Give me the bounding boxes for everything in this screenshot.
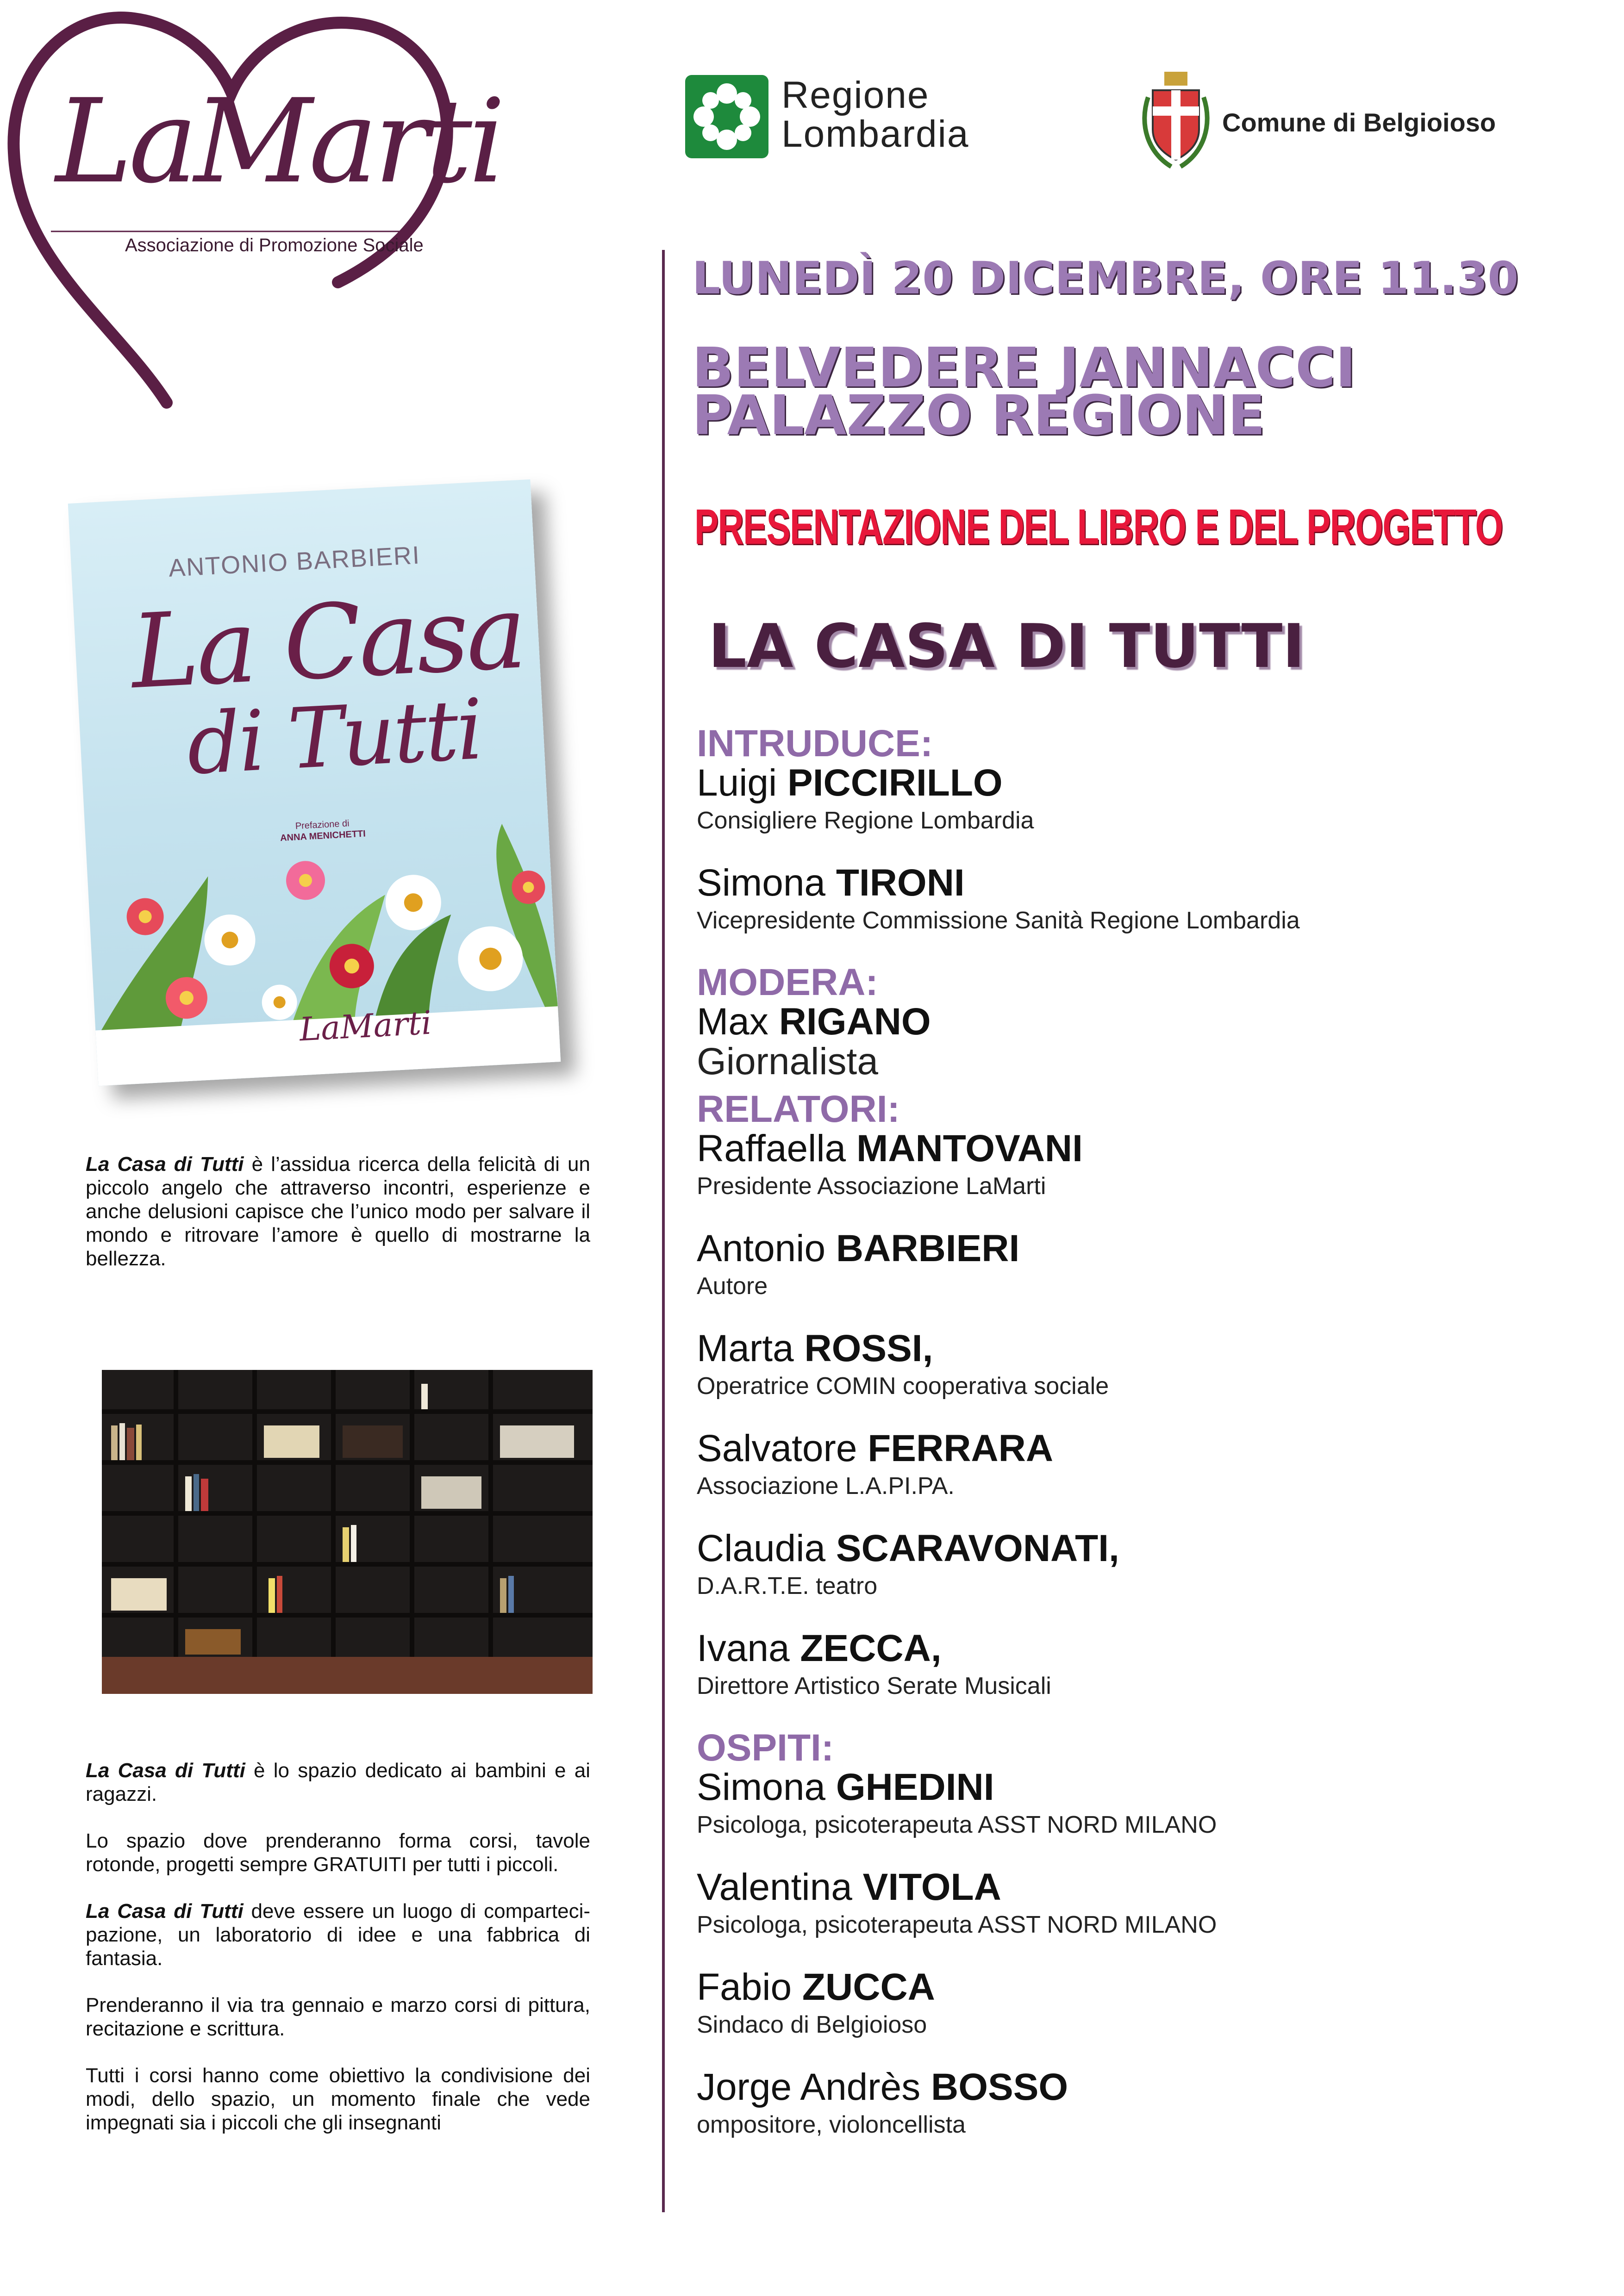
speaker bbox=[697, 1529, 1576, 1600]
speaker bbox=[697, 863, 1576, 934]
book-preface-label: Prefazione di bbox=[295, 818, 350, 832]
description-text: Lo spazio dove prenderanno forma corsi, tavole rotonde, progetti sempre GRATUITI per tutti i piccoli. bbox=[86, 1829, 590, 1876]
speaker-last-name: RIGANO bbox=[779, 1001, 931, 1043]
comune-belgioioso-text: Comune di Belgioioso bbox=[1222, 108, 1496, 137]
speaker-name bbox=[697, 1967, 1576, 2007]
event-book-title: LA CASA DI TUTTI bbox=[708, 611, 1305, 681]
program bbox=[697, 724, 1576, 2167]
bookshelf-photo bbox=[102, 1370, 593, 1694]
event-presentation: PRESENTAZIONE DEL LIBRO E DEL PROGETTO bbox=[694, 498, 1503, 554]
speaker-name bbox=[697, 1767, 1576, 1807]
description bbox=[86, 1759, 590, 2158]
book-author: ANTONIO BARBIERI bbox=[168, 541, 421, 582]
speaker bbox=[697, 1967, 1576, 2039]
speaker-last-name: SCARAVONATI, bbox=[836, 1527, 1119, 1569]
description-text: è lo spazio dedicato ai bambini e ai ragazzi. bbox=[86, 1759, 590, 1805]
book-publisher: LaMarti bbox=[298, 1003, 433, 1049]
speaker-last-name: BARBIERI bbox=[836, 1227, 1020, 1269]
speaker-first-name: Simona bbox=[697, 862, 826, 904]
comune-belgioioso-logo bbox=[1139, 69, 1555, 176]
speaker bbox=[697, 1129, 1576, 1200]
description-paragraph bbox=[86, 1899, 590, 1970]
speaker-name bbox=[697, 1129, 1576, 1169]
speaker-first-name: Claudia bbox=[697, 1527, 826, 1569]
speaker-first-name: Marta bbox=[697, 1327, 794, 1369]
lamarti-subtitle: Associazione di Promozione Sociale bbox=[125, 235, 424, 255]
regione-lombardia-text bbox=[781, 76, 969, 154]
speaker-role: Direttore Artistico Serate Musicali bbox=[697, 1673, 1051, 1699]
speaker bbox=[697, 1002, 1576, 1082]
description-paragraph bbox=[86, 1829, 590, 1876]
speaker-last-name: VITOLA bbox=[862, 1866, 1001, 1908]
speaker-last-name: FERRARA bbox=[868, 1427, 1054, 1469]
book-cover bbox=[68, 479, 581, 1105]
bookshelf-illustration bbox=[102, 1370, 593, 1694]
speaker-first-name: Raffaella bbox=[697, 1127, 846, 1170]
speaker-role: Giornalista bbox=[697, 1040, 878, 1083]
speaker bbox=[697, 1767, 1576, 1839]
speaker-last-name: MANTOVANI bbox=[856, 1127, 1083, 1170]
lamarti-wordmark: LaMarti bbox=[56, 74, 502, 209]
speaker-role: Associazione L.A.PI.PA. bbox=[697, 1473, 955, 1500]
regione-lombardia-logo bbox=[685, 69, 1037, 162]
speaker-name bbox=[697, 1629, 1576, 1668]
speaker-role: Operatrice COMIN cooperativa sociale bbox=[697, 1373, 1109, 1400]
section-heading: RELATORI: bbox=[697, 1088, 900, 1130]
speaker-name bbox=[697, 1867, 1576, 1907]
book-cover-image bbox=[68, 479, 561, 1086]
section-heading: OSPITI: bbox=[697, 1727, 834, 1769]
speaker-first-name: Jorge Andrès bbox=[697, 2066, 921, 2108]
speaker-last-name: GHEDINI bbox=[836, 1766, 994, 1808]
speaker-first-name: Max bbox=[697, 1001, 768, 1043]
speaker bbox=[697, 1867, 1576, 1939]
speaker-role: Consigliere Regione Lombardia bbox=[697, 807, 1034, 834]
speaker-last-name: TIRONI bbox=[836, 862, 965, 904]
speaker-last-name: PICCIRILLO bbox=[787, 762, 1003, 804]
speaker-name bbox=[697, 1002, 1576, 1042]
lamarti-logo bbox=[0, 0, 502, 417]
speaker-last-name: ROSSI, bbox=[804, 1327, 933, 1369]
column-divider bbox=[662, 250, 665, 2212]
speaker-last-name: ZUCCA bbox=[802, 1966, 935, 2008]
speaker bbox=[697, 2067, 1576, 2139]
program-section bbox=[697, 1729, 1576, 2139]
event-place-line1: BELVEDERE JANNACCI bbox=[692, 336, 1356, 399]
speaker-first-name: Antonio bbox=[697, 1227, 826, 1269]
speaker-name bbox=[697, 1329, 1576, 1369]
speaker-first-name: Luigi bbox=[697, 762, 777, 804]
description-paragraph bbox=[86, 2064, 590, 2134]
speaker bbox=[697, 1429, 1576, 1500]
program-section bbox=[697, 963, 1576, 1082]
speaker-role: Presidente Associazione LaMarti bbox=[697, 1173, 1046, 1200]
description-text: Tutti i corsi hanno come obiettivo la condivisione dei modi, dello spazio, un momento finale che vede impegnati sia i piccoli che gli insegnanti bbox=[86, 2064, 590, 2134]
section-heading: INTRUDUCE: bbox=[697, 722, 933, 765]
regione-line: Regione bbox=[781, 74, 930, 116]
speaker-role: Vicepresidente Commissione Sanità Regione Lombardia bbox=[697, 907, 1300, 934]
description-title: La Casa di Tutti bbox=[86, 1759, 245, 1782]
flowers-illustration bbox=[85, 803, 558, 1040]
speaker-name bbox=[697, 863, 1576, 903]
speaker bbox=[697, 1329, 1576, 1400]
speaker-first-name: Valentina bbox=[697, 1866, 852, 1908]
description-text: deve essere un luogo di comparteci-pazione, un laboratorio di idee e una fabbrica di fantasia. bbox=[86, 1900, 590, 1970]
speaker-role: Sindaco di Belgioioso bbox=[697, 2011, 927, 2038]
speaker bbox=[697, 763, 1576, 834]
speaker-last-name: BOSSO bbox=[931, 2066, 1068, 2108]
description-text: Prenderanno il via tra gennaio e marzo corsi di pittura, recitazione e scrittura. bbox=[86, 1994, 590, 2040]
speaker-last-name: ZECCA, bbox=[800, 1627, 942, 1669]
event-date: LUNEDÌ 20 DICEMBRE, ORE 11.30 bbox=[692, 252, 1519, 304]
speaker bbox=[697, 1629, 1576, 1700]
program-section bbox=[697, 724, 1576, 934]
speaker-first-name: Ivana bbox=[697, 1627, 790, 1669]
speaker-role: ompositore, violoncellista bbox=[697, 2111, 966, 2138]
coat-of-arms-icon bbox=[1139, 69, 1213, 176]
speaker-role: D.A.R.T.E. teatro bbox=[697, 1573, 878, 1599]
speaker-name bbox=[697, 1529, 1576, 1568]
speaker-role: Autore bbox=[697, 1273, 768, 1300]
speaker-name bbox=[697, 1229, 1576, 1269]
speaker bbox=[697, 1229, 1576, 1300]
speaker-name bbox=[697, 1429, 1576, 1468]
intro-paragraph-title: La Casa di Tutti bbox=[86, 1153, 244, 1176]
book-title-line1: La Casa bbox=[128, 572, 527, 712]
program-section bbox=[697, 1090, 1576, 1700]
speaker-first-name: Simona bbox=[697, 1766, 826, 1808]
book-title-line2: di Tutti bbox=[184, 681, 484, 794]
speaker-first-name: Fabio bbox=[697, 1966, 792, 2008]
section-heading: MODERA: bbox=[697, 961, 878, 1003]
speaker-role: Psicologa, psicoterapeuta ASST NORD MILANO bbox=[697, 1811, 1217, 1838]
speaker-name bbox=[697, 763, 1576, 803]
description-paragraph bbox=[86, 1993, 590, 2041]
regione-lombardia-rose-icon bbox=[685, 75, 768, 158]
description-paragraph bbox=[86, 1759, 590, 1806]
description-title: La Casa di Tutti bbox=[86, 1900, 244, 1923]
intro-paragraph-text: è l’assidua ricerca della felicità di un piccolo angelo che attraverso incontri, esperienze e anche delusioni capisce che l’unico modo per salvare il mondo e ritrovare l’amore è quello di mostrarne la bellezza. bbox=[86, 1153, 590, 1270]
event-place-line2: PALAZZO REGIONE bbox=[692, 383, 1265, 447]
book-preface-author: ANNA MENICHETTI bbox=[280, 828, 366, 844]
speaker-first-name: Salvatore bbox=[697, 1427, 857, 1469]
lombardia-line: Lombardia bbox=[781, 113, 969, 155]
intro-paragraph bbox=[86, 1152, 590, 1270]
speaker-role: Psicologa, psicoterapeuta ASST NORD MILANO bbox=[697, 1911, 1217, 1938]
speaker-name bbox=[697, 2067, 1576, 2107]
